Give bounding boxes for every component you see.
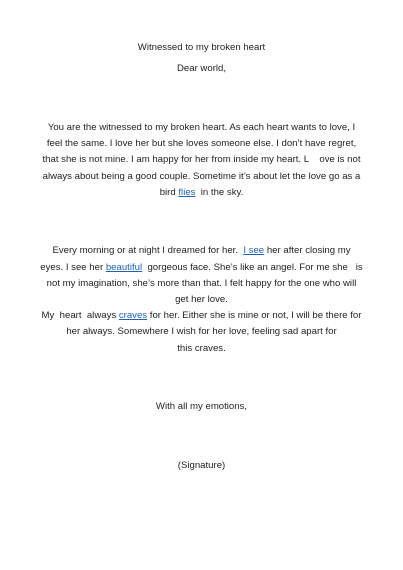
i-see-link[interactable]: I see (243, 245, 265, 256)
paragraph2-line2-text-before: eyes. I see her (40, 262, 106, 273)
paragraph2-line5-text-before: My heart always (41, 310, 119, 321)
letter-greeting: Dear world, (176, 63, 227, 74)
paragraph2-line3: not my imagination, she’s more than that. I felt happy for the one who will (46, 278, 357, 289)
paragraph2-line4: get her love. (175, 294, 228, 305)
paragraph1-line5-text-before: bird (159, 187, 179, 198)
paragraph1-line5-text-after: in the sky. (195, 187, 244, 198)
paragraph2-line2-text-after: gorgeous face. She’s like an angel. For me she is (142, 262, 363, 273)
paragraph1-line1: You are the witnessed to my broken heart. As each heart wants to love, I (47, 122, 356, 133)
paragraph1-line2: feel the same. I love her but she loves someone else. I don’t have regret, (46, 138, 357, 149)
paragraph1-line5 (0, 187, 403, 199)
paragraph2-line1-text-before: Every morning or at night I dreamed for her. (52, 245, 244, 256)
paragraph1-line4: always about being a good couple. Sometime it’s about let the love go as a (42, 171, 361, 182)
paragraph2-line5-text-after: for her. Either she is mine or not, I will be there for (147, 310, 362, 321)
paragraph2-line5 (0, 310, 403, 322)
letter-title: Witnessed to my broken heart (137, 42, 266, 53)
paragraph2-line7: this craves. (177, 343, 226, 354)
letter-signature: (Signature) (177, 460, 226, 471)
letter-closing: With all my emotions, (155, 401, 248, 412)
paragraph2-line1-text-after: her after closing my (264, 245, 351, 256)
paragraph2-line1 (0, 245, 403, 257)
beautiful-link[interactable]: beautiful (105, 262, 143, 273)
paragraph2-line6: her always. Somewhere I wish for her love, feeling sad apart for (66, 326, 337, 337)
flies-link[interactable]: flies (178, 187, 196, 198)
paragraph1-line3: that she is not mine. I am happy for her from inside my heart. L ove is not (42, 154, 361, 165)
paragraph2-line2 (0, 262, 403, 274)
craves-link[interactable]: craves (118, 310, 148, 321)
